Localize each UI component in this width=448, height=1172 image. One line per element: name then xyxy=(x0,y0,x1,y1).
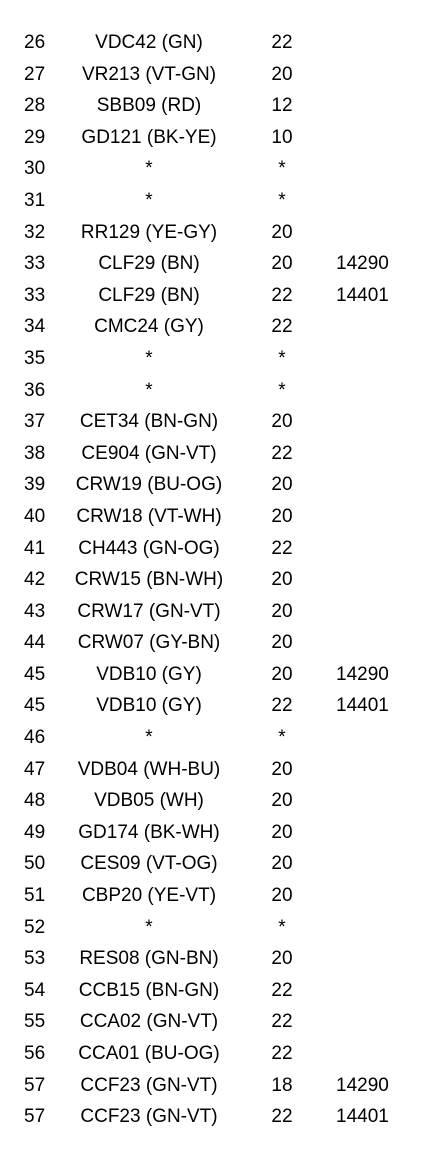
table-row xyxy=(0,311,448,343)
pin-number-cell: 26 xyxy=(24,32,46,53)
pin-number-cell: 45 xyxy=(24,695,46,717)
pin-number-cell: 27 xyxy=(24,63,46,85)
wire-gauge-cell: 20 xyxy=(271,411,293,433)
wire-gauge-cell: 22 xyxy=(271,32,293,53)
wire-gauge-cell: 22 xyxy=(271,979,293,1001)
pin-number-cell: 52 xyxy=(24,916,46,938)
table-row xyxy=(0,1006,448,1038)
table-row xyxy=(0,343,448,375)
table-row xyxy=(0,1070,448,1102)
pin-number-cell: 31 xyxy=(24,189,46,211)
wire-gauge-cell: 22 xyxy=(271,284,293,306)
wire-gauge-cell: 22 xyxy=(271,442,293,464)
table-row xyxy=(0,469,448,501)
table-row xyxy=(0,1101,448,1133)
connector-pinout-table xyxy=(0,27,448,1133)
wire-gauge-cell: 20 xyxy=(271,663,293,685)
pin-number-cell: 57 xyxy=(24,1106,46,1128)
wire-gauge-cell: 20 xyxy=(271,505,293,527)
wire-code-cell: RR129 (YE-GY) xyxy=(80,221,218,243)
table-row xyxy=(0,627,448,659)
pin-number-cell: 32 xyxy=(24,221,46,243)
wire-gauge-cell: 20 xyxy=(271,63,293,85)
wire-code-cell: CES09 (VT-OG) xyxy=(80,853,218,875)
wire-code-cell: VDB10 (GY) xyxy=(96,663,202,685)
wire-code-cell: VDB05 (WH) xyxy=(94,790,204,812)
part-number-cell: 14290 xyxy=(336,663,389,685)
pin-number-cell: 42 xyxy=(24,569,46,591)
table-row xyxy=(0,817,448,849)
pin-number-cell: 44 xyxy=(24,632,46,654)
table-row xyxy=(0,59,448,91)
pin-number-cell: 47 xyxy=(24,758,46,780)
wire-code-cell: CMC24 (GY) xyxy=(94,316,204,338)
table-row xyxy=(0,533,448,565)
wire-code-cell: CCF23 (GN-VT) xyxy=(80,1074,218,1096)
table-row xyxy=(0,880,448,912)
wire-code-cell: CH443 (GN-OG) xyxy=(78,537,220,559)
table-row xyxy=(0,248,448,280)
wire-gauge-cell: * xyxy=(278,158,286,180)
wire-code-cell: * xyxy=(145,916,153,938)
pin-number-cell: 40 xyxy=(24,505,46,527)
wire-gauge-cell: 20 xyxy=(271,790,293,812)
part-number-cell: 14401 xyxy=(336,695,389,717)
table-row xyxy=(0,564,448,596)
table-row xyxy=(0,90,448,122)
wire-gauge-cell: 22 xyxy=(271,1043,293,1064)
part-number-cell: 14290 xyxy=(336,253,389,275)
table-row xyxy=(0,975,448,1007)
pin-number-cell: 55 xyxy=(24,1011,46,1033)
pin-number-cell: 43 xyxy=(24,600,46,622)
wire-code-cell: CRW17 (GN-VT) xyxy=(77,600,221,622)
table-row xyxy=(0,280,448,312)
pin-number-cell: 30 xyxy=(24,158,46,180)
table-row xyxy=(0,690,448,722)
table-row xyxy=(0,1038,448,1070)
wire-code-cell: * xyxy=(145,347,153,369)
wire-gauge-cell: * xyxy=(278,347,286,369)
wire-gauge-cell: * xyxy=(278,916,286,938)
table-row xyxy=(0,754,448,786)
pin-number-cell: 34 xyxy=(24,316,46,338)
pin-number-cell: 54 xyxy=(24,979,46,1001)
wire-code-cell: * xyxy=(145,727,153,749)
wire-gauge-cell: 18 xyxy=(271,1074,293,1096)
wire-gauge-cell: 20 xyxy=(271,221,293,243)
wire-code-cell: GD121 (BK-YE) xyxy=(81,126,217,148)
table-row xyxy=(0,185,448,217)
table-row xyxy=(0,217,448,249)
table-row xyxy=(0,943,448,975)
wire-gauge-cell: 10 xyxy=(271,126,293,148)
table-row xyxy=(0,122,448,154)
table-row xyxy=(0,785,448,817)
table-row xyxy=(0,27,448,59)
wire-code-cell: CLF29 (BN) xyxy=(98,284,200,306)
wire-code-cell: * xyxy=(145,158,153,180)
wire-gauge-cell: 22 xyxy=(271,316,293,338)
wire-gauge-cell: 20 xyxy=(271,885,293,907)
wire-gauge-cell: * xyxy=(278,189,286,211)
pin-number-cell: 45 xyxy=(24,663,46,685)
wire-code-cell: CCF23 (GN-VT) xyxy=(80,1106,218,1128)
part-number-cell: 14401 xyxy=(336,1106,389,1128)
pin-number-cell: 28 xyxy=(24,95,46,117)
pin-number-cell: 48 xyxy=(24,790,46,812)
wire-code-cell: CRW19 (BU-OG) xyxy=(75,474,223,496)
wire-code-cell: GD174 (BK-WH) xyxy=(78,821,220,843)
wire-gauge-cell: 20 xyxy=(271,758,293,780)
wire-code-cell: RES08 (GN-BN) xyxy=(79,948,219,970)
pin-number-cell: 33 xyxy=(24,253,46,275)
pin-number-cell: 53 xyxy=(24,948,46,970)
table-row xyxy=(0,501,448,533)
pin-number-cell: 36 xyxy=(24,379,46,401)
wire-code-cell: VDB10 (GY) xyxy=(96,695,202,717)
table-row xyxy=(0,406,448,438)
wire-gauge-cell: 20 xyxy=(271,632,293,654)
table-row xyxy=(0,153,448,185)
table-row xyxy=(0,438,448,470)
wire-gauge-cell: 20 xyxy=(271,853,293,875)
table-row xyxy=(0,912,448,944)
pin-number-cell: 35 xyxy=(24,347,46,369)
pin-number-cell: 50 xyxy=(24,853,46,875)
pin-number-cell: 41 xyxy=(24,537,46,559)
wire-code-cell: VR213 (VT-GN) xyxy=(81,63,217,85)
wire-gauge-cell: 20 xyxy=(271,821,293,843)
wire-gauge-cell: 22 xyxy=(271,695,293,717)
wire-gauge-cell: 20 xyxy=(271,600,293,622)
wire-code-cell: SBB09 (RD) xyxy=(96,95,202,117)
wire-gauge-cell: 20 xyxy=(271,569,293,591)
pin-number-cell: 29 xyxy=(24,126,46,148)
part-number-cell: 14401 xyxy=(336,284,389,306)
wire-code-cell: CE904 (GN-VT) xyxy=(81,442,217,464)
wire-code-cell: CRW15 (BN-WH) xyxy=(74,569,224,591)
part-number-cell: 14290 xyxy=(336,1074,389,1096)
wire-gauge-cell: 20 xyxy=(271,948,293,970)
wire-gauge-cell: 22 xyxy=(271,1011,293,1033)
wire-code-cell: VDC42 (GN) xyxy=(95,32,203,53)
table-row xyxy=(0,722,448,754)
pin-number-cell: 57 xyxy=(24,1074,46,1096)
pin-number-cell: 46 xyxy=(24,727,46,749)
wire-code-cell: CET34 (BN-GN) xyxy=(79,411,219,433)
wire-gauge-cell: 22 xyxy=(271,537,293,559)
wire-code-cell: CCB15 (BN-GN) xyxy=(78,979,220,1001)
wire-code-cell: CBP20 (YE-VT) xyxy=(81,885,217,907)
wire-code-cell: * xyxy=(145,379,153,401)
wire-code-cell: CLF29 (BN) xyxy=(98,253,200,275)
table-row xyxy=(0,596,448,628)
pin-number-cell: 51 xyxy=(24,885,46,907)
wire-gauge-cell: 12 xyxy=(271,95,293,117)
pin-number-cell: 56 xyxy=(24,1043,46,1064)
table-row xyxy=(0,375,448,407)
wire-gauge-cell: * xyxy=(278,727,286,749)
pin-number-cell: 38 xyxy=(24,442,46,464)
wire-code-cell: * xyxy=(145,189,153,211)
wire-gauge-cell: 20 xyxy=(271,253,293,275)
wire-code-cell: CRW07 (GY-BN) xyxy=(77,632,221,654)
wire-code-cell: CRW18 (VT-WH) xyxy=(76,505,222,527)
wire-code-cell: VDB04 (WH-BU) xyxy=(77,758,221,780)
wire-gauge-cell: 22 xyxy=(271,1106,293,1128)
table-row xyxy=(0,659,448,691)
wire-gauge-cell: * xyxy=(278,379,286,401)
pin-number-cell: 37 xyxy=(24,411,46,433)
pin-number-cell: 39 xyxy=(24,474,46,496)
table-row xyxy=(0,848,448,880)
wire-code-cell: CCA01 (BU-OG) xyxy=(78,1043,220,1064)
wire-gauge-cell: 20 xyxy=(271,474,293,496)
pin-number-cell: 33 xyxy=(24,284,46,306)
pin-number-cell: 49 xyxy=(24,821,46,843)
wire-code-cell: CCA02 (GN-VT) xyxy=(79,1011,219,1033)
